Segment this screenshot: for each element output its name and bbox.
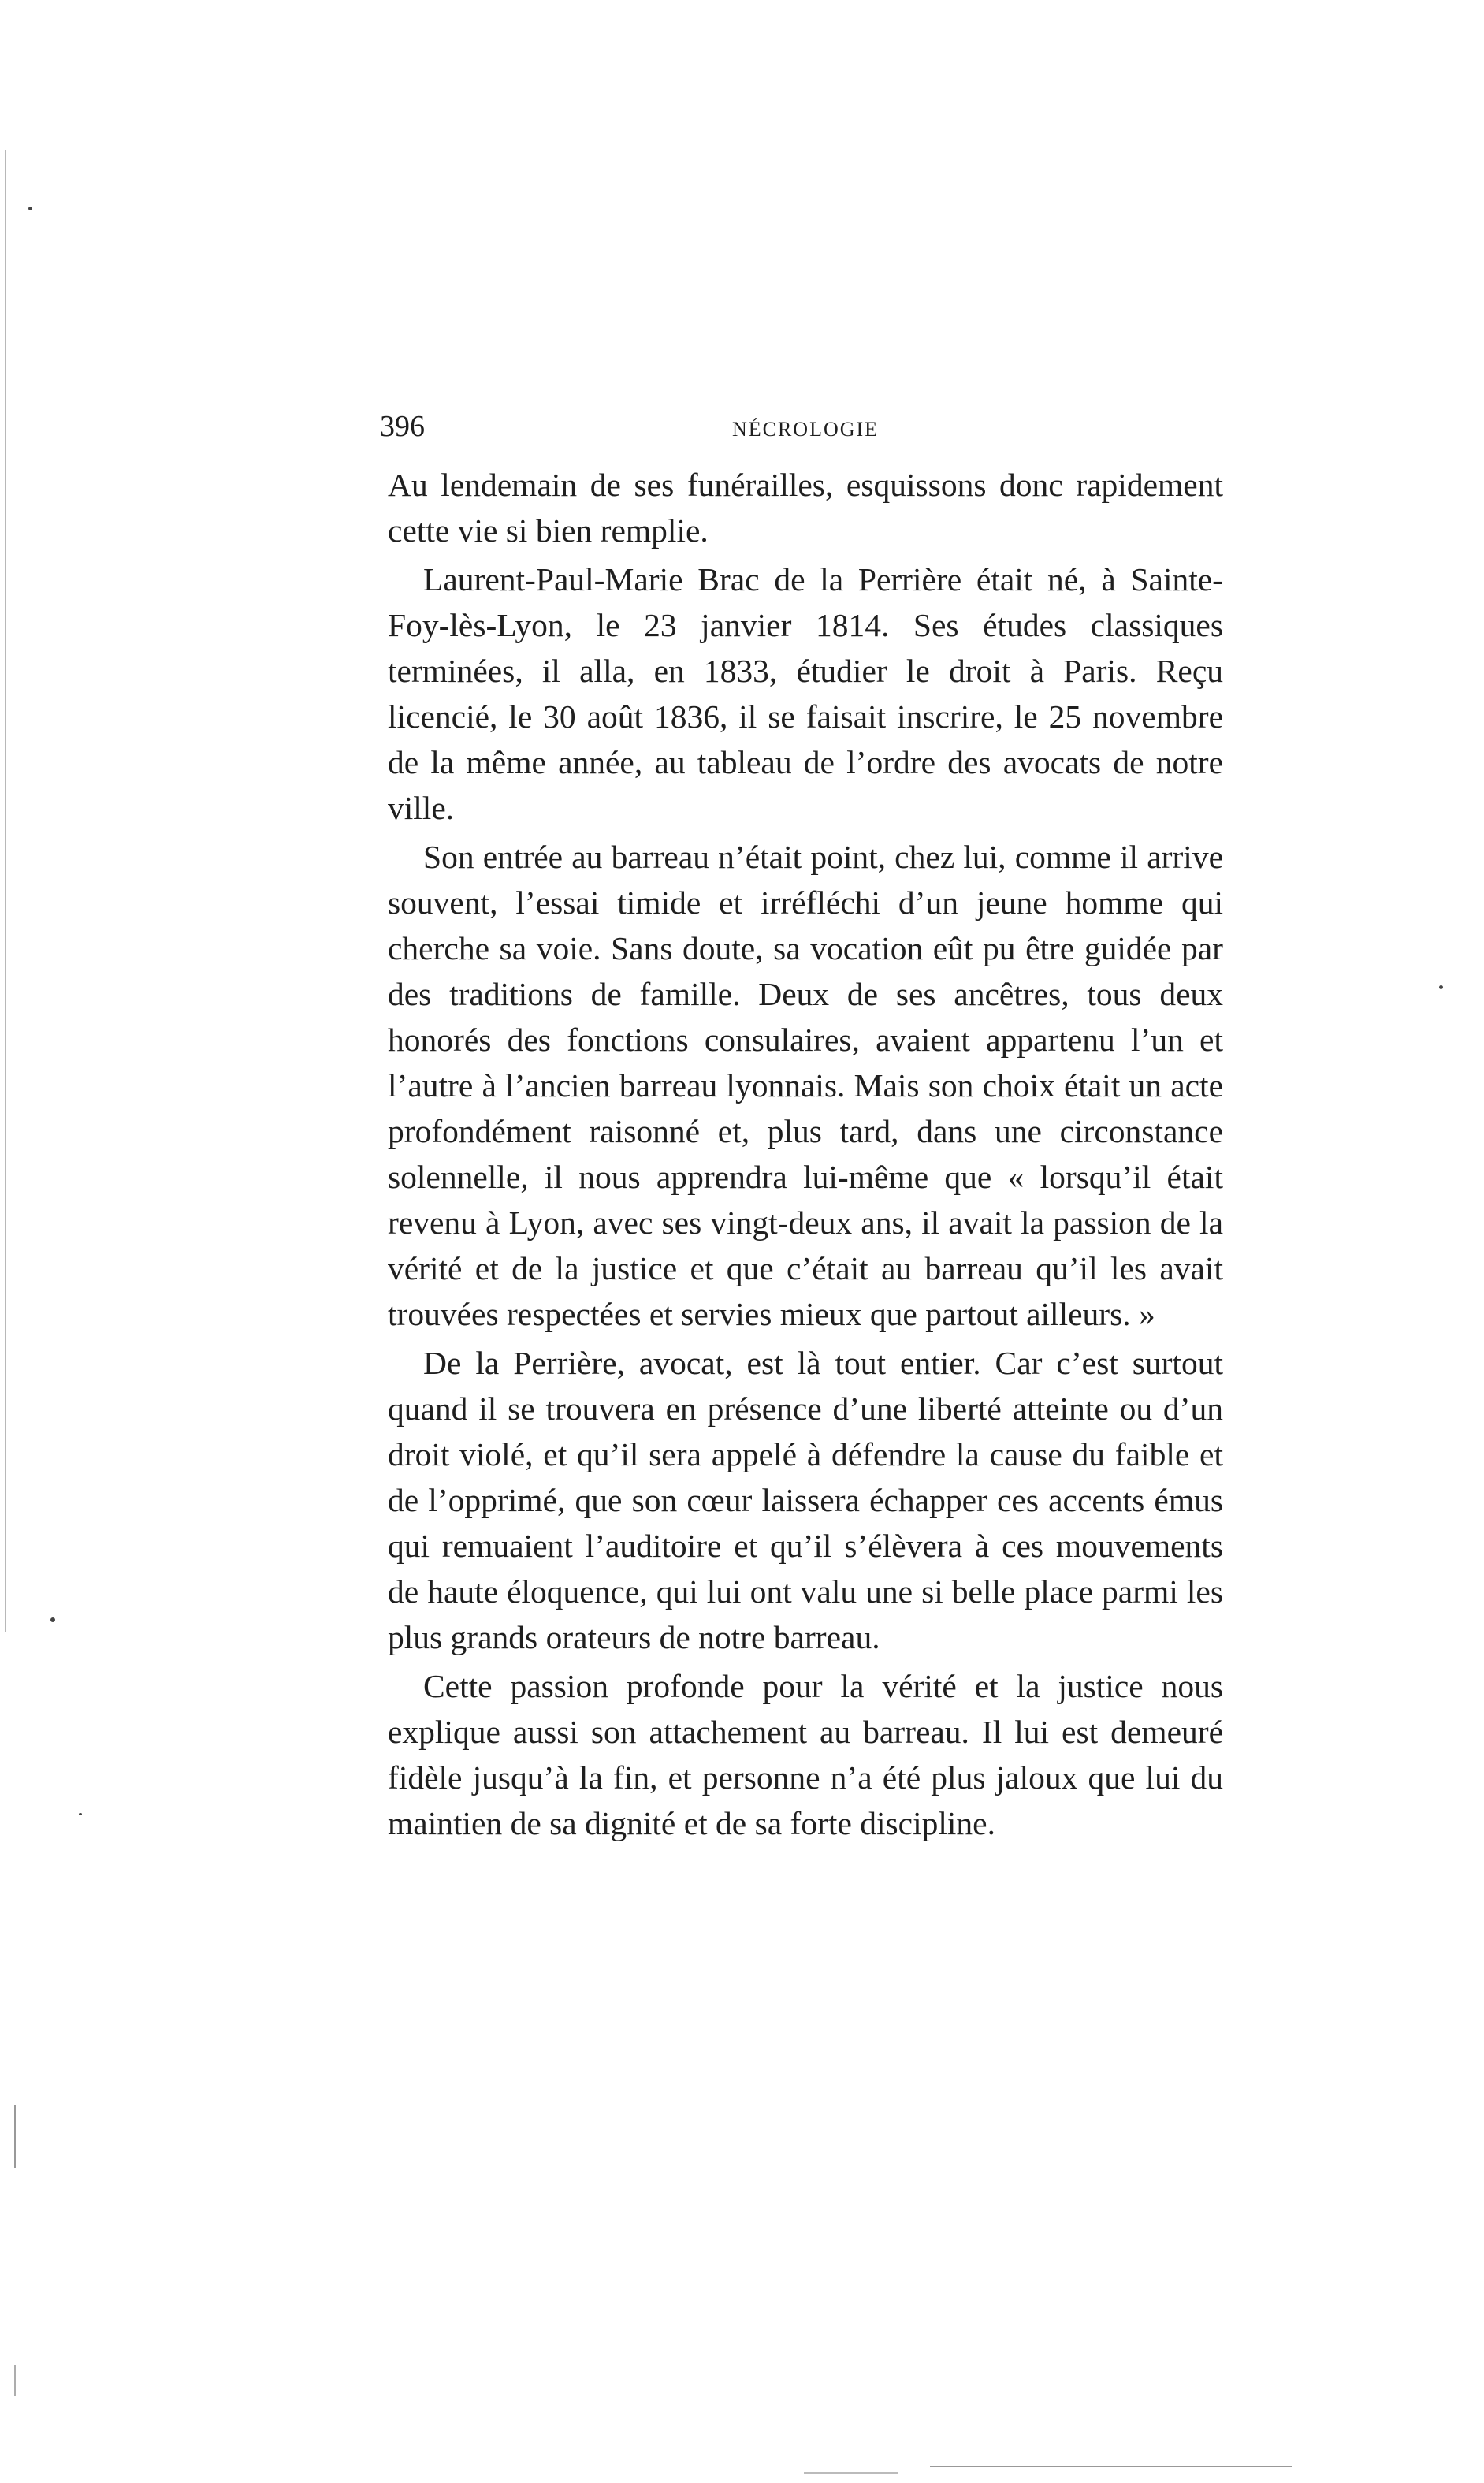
scan-edge-mark <box>5 150 6 1632</box>
scan-edge-mark <box>14 2365 16 2396</box>
scan-speck <box>1439 985 1443 989</box>
scan-speck <box>50 1617 55 1622</box>
scan-edge-mark <box>14 2105 16 2168</box>
running-title: NÉCROLOGIE <box>731 418 880 441</box>
running-header <box>380 407 1231 446</box>
paragraph: De la Perrière, avocat, est là tout entier. Car c’est surtout quand il se trouvera en présence d’une liberté atteinte ou d’un droit violé, et qu’il sera appelé à défendre la cause du faible et de l’opprimé, que son cœur laissera échapper ces accents émus qui remuaient l’auditoire et qu’il s’élèvera à ces mouvements de haute éloquence, qui lui ont valu une si belle place parmi les plus grands orateurs de notre barreau. <box>388 1345 1223 1655</box>
scan-speck <box>28 207 32 210</box>
paragraph: Au lendemain de ses funérailles, esquissons donc rapidement cette vie si bien remplie. <box>388 467 1223 549</box>
paragraph: Son entrée au barreau n’était point, chez lui, comme il arrive souvent, l’essai timide et irréfléchi d’un jeune homme qui cherche sa voie. Sans doute, sa vocation eût pu être guidée par des traditions de famille. Deux de ses ancêtres, tous deux honorés des fonctions consulaires, avaient appartenu l’un et l’autre à l’ancien barreau lyonnais. Mais son choix était un acte profondément raisonné et, plus tard, dans une circonstance solennelle, il nous apprendra lui-même que « lorsqu’il était revenu à Lyon, avec ses vingt-deux ans, il avait la passion de la vérité et de la justice et que c’était au barreau qu’il les avait trouvées respectées et servies mieux que partout ailleurs. » <box>388 839 1223 1332</box>
scan-bottom-mark <box>930 2466 1292 2467</box>
page-number: 396 <box>380 410 425 443</box>
scan-speck <box>79 1813 82 1815</box>
paragraph: Laurent-Paul-Marie Brac de la Perrière était né, à Sainte-Foy-lès-Lyon, le 23 janvier 1814. Ses études classiques terminées, il alla, en 1833, étudier le droit à Paris. Reçu licencié, le 30 août 1836, il se faisait inscrire, le 25 novembre de la même année, au tableau de l’ordre des avocats de notre ville. <box>388 561 1223 826</box>
paragraph: Cette passion profonde pour la vérité et la justice nous explique aussi son attachement au barreau. Il lui est demeuré fidèle jusqu’à la fin, et personne n’a été plus jaloux que lui du maintien de sa dignité et de sa forte discipline. <box>388 1668 1223 1841</box>
scan-bottom-mark <box>804 2472 898 2474</box>
body-text <box>388 462 1223 1846</box>
